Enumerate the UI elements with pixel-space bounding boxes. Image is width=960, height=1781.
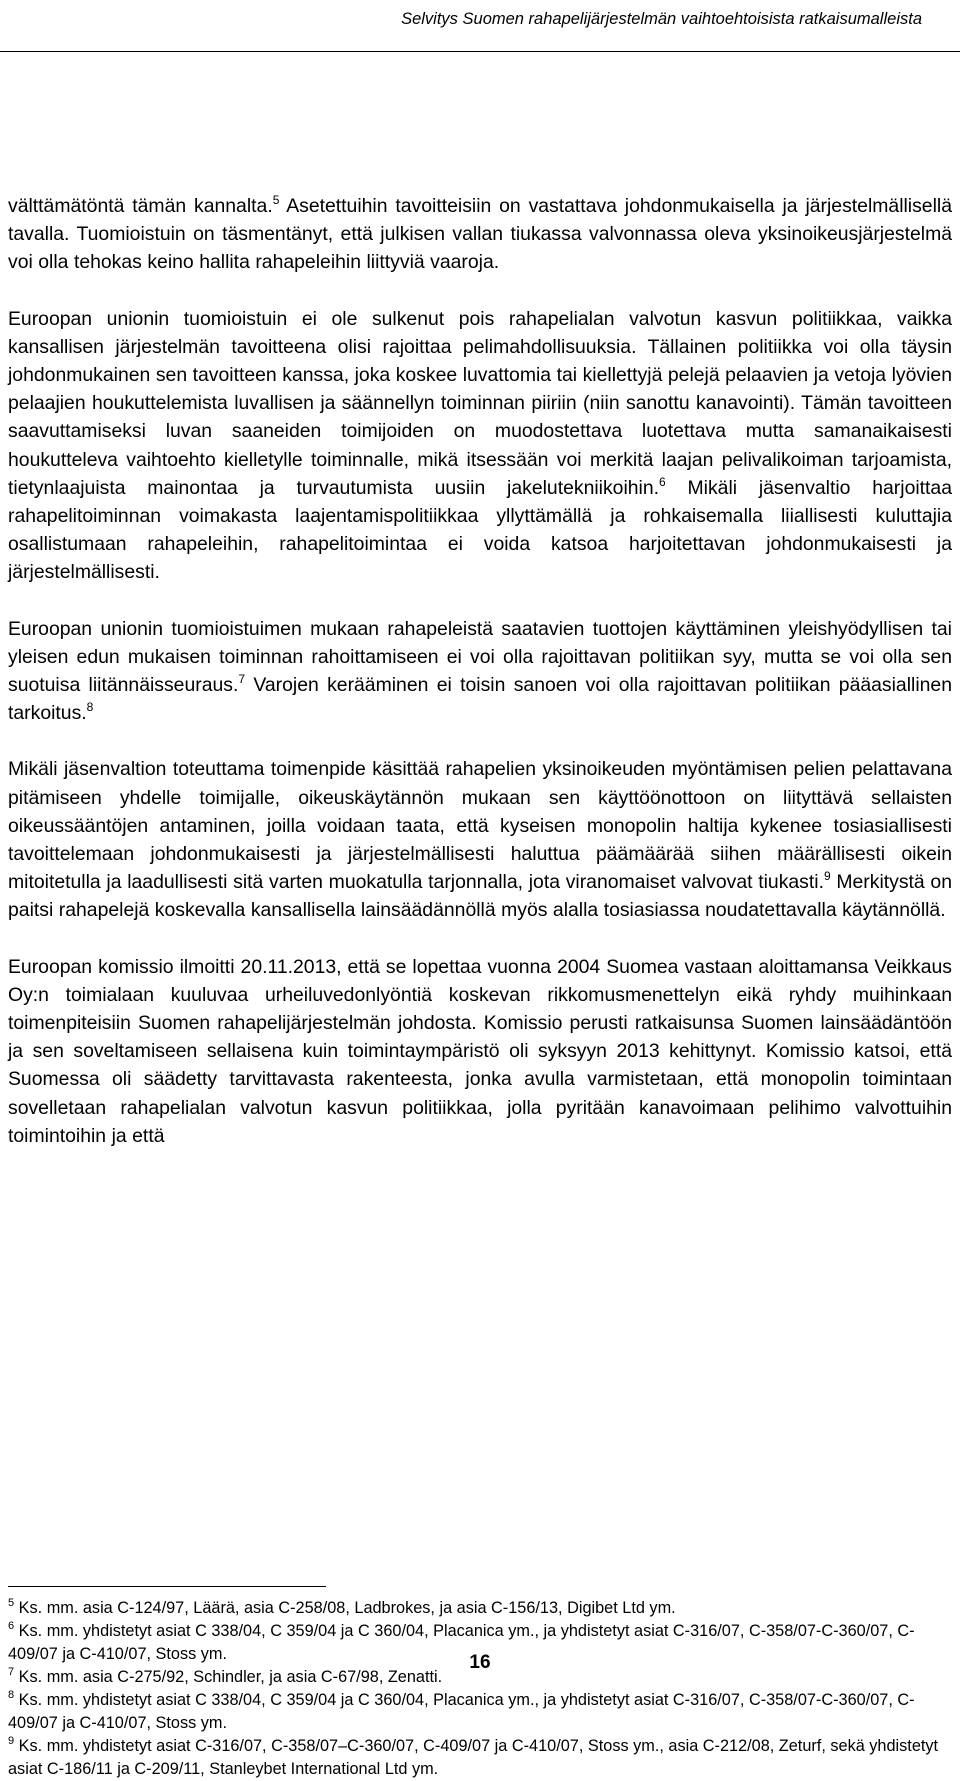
paragraph [8,953,952,1150]
footnote-number: 8 [8,1689,15,1701]
paragraph [8,192,952,277]
paragraph-text: Varojen kerääminen ei toisin sanoen voi olla rajoittavan politiikan pääasiallinen tarkoitus. [8,674,952,725]
paragraph-text: välttämätöntä tämän kannalta. [8,195,273,217]
paragraph-text: Mikäli jäsenvaltio harjoittaa rahapelitoiminnan voimakasta laajentamispolitiikkaa yllyttämällä ja rohkaisemalla liiallisesti kuluttajia osallistumaan rahapeleihin, rahapelitoimintaa ei voida katsoa harjoitettavan johdonmukaisesti ja järjestelmällisesti. [8,476,952,584]
footnote [8,1689,952,1735]
footnote-separator [8,1586,326,1587]
paragraph [8,305,952,587]
footnote-number: 9 [8,1735,15,1747]
paragraph-text: Asetettuihin tavoitteisiin on vastattava johdonmukaisella ja järjestelmällisellä tavalla. Tuomioistuin on täsmentänyt, että julkisen vallan tiukassa valvonnassa oleva yksinoikeusjärjestelmä voi olla tehokas keino hallita rahapeleihin liittyviä vaaroja. [8,195,952,274]
footnote-ref: 8 [86,700,94,715]
header-title: Selvitys Suomen rahapelijärjestelmän vaihtoehtoisista ratkaisumalleista [401,10,922,28]
paragraph-text: Merkitystä on paitsi rahapelejä koskevalla kansallisella lainsäädännöllä myös alalla tosiasiassa noudatettavalla käytännöllä. [8,871,952,922]
page-header [0,0,960,52]
page-number: 16 [469,1652,491,1673]
body-text [8,192,952,1178]
footnote-ref: 6 [659,474,666,489]
footnote-text: Ks. mm. yhdistetyt asiat C 338/04, C 359/04 ja C 360/04, Placanica ym., ja yhdistetyt asiat C-316/07, C-358/07-C-360/07, C-409/07 ja C-410/07, Stoss ym. [8,1622,915,1663]
footnote-ref: 5 [272,193,280,207]
paragraph [8,755,952,924]
paragraph-text: Euroopan unionin tuomioistuimen mukaan rahapeleistä saatavien tuottojen käyttäminen yleishyödyllisen tai yleisen edun mukaisen toiminnan rahoittamiseen ei voi olla rajoittavan politiikan syy, mutta se voi olla sen suotuisa liitännäisseuraus. [8,617,952,697]
footnote-text: Ks. mm. asia C-124/97, Läärä, asia C-258/08, Ladbrokes, ja asia C-156/13, Digibet Ltd ym. [14,1599,676,1617]
footnotes [8,1597,952,1781]
paragraph-text: Euroopan unionin tuomioistuin ei ole sulkenut pois rahapelialan valvotun kasvun politiikkaa, vaikka kansallisen järjestelmän tavoitteena olisi rajoittaa pelimahdollisuuksia. Tällainen politiikka voi olla täysin johdonmukainen sen tavoitteen kanssa, joka koskee luvattomia tai kiellettyjä pelejä pelaavien ja vetoja lyövien pelaajien houkuttelemista luvallisen ja säännellyn toiminnan piiriin (niin sanottu kanavointi). Tämän tavoitteen saavuttamiseksi luvan saaneiden toimijoiden on muodostettava luotettava mutta samanaikaisesti houkutteleva vaihtoehto kielletylle toiminnalle, mikä itsessään voi merkitä laajan pelivalikoiman tarjoamista, tietynlaajuista mainontaa ja turvautumista uusiin jakelutekniikoihin. [8,307,952,499]
footnote [8,1597,952,1620]
paragraph [8,615,952,728]
footnote-number: 5 [8,1597,15,1609]
footnote-text: Ks. mm. asia C-275/92, Schindler, ja asia C-67/98, Zenatti. [14,1668,443,1686]
footnote-ref: 7 [238,672,246,687]
footnote-number: 7 [8,1666,15,1678]
paragraph-text: Euroopan komissio ilmoitti 20.11.2013, että se lopettaa vuonna 2004 Suomea vastaan aloittamansa Veikkaus Oy:n toimialaan kuuluvaa urheiluvedonlyöntiä koskevan rikkomusmenettelyn eikä ryhdy muihinkaan toimenpiteisiin Suomen rahapelijärjestelmän johdosta. Komissio perusti ratkaisunsa Suomen lainsäädäntöön ja sen soveltamiseen sellaisena kuin toimintaympäristö oli syksyyn 2013 kehittynyt. Komissio katsoi, että Suomessa oli säädetty tarvittavasta rakenteesta, jonka avulla varmistetaan, että monopolin toimintaan sovelletaan rahapelialan valvotun kasvun politiikkaa, jolla pyritään kanavoimaan pelihimo valvottuihin toimintoihin ja että [8,955,952,1147]
footnote-text: Ks. mm. yhdistetyt asiat C 338/04, C 359/04 ja C 360/04, Placanica ym., ja yhdistetyt asiat C-316/07, C-358/07-C-360/07, C-409/07 ja C-410/07, Stoss ym. [8,1691,915,1732]
footnote-ref: 9 [823,869,831,884]
footnote-number: 6 [8,1620,15,1632]
footnote [8,1735,952,1781]
footnote-text: Ks. mm. yhdistetyt asiat C-316/07, C-358/07–C-360/07, C-409/07 ja C-410/07, Stoss ym., asia C-212/08, Zeturf, sekä yhdistetyt asiat C-186/11 ja C-209/11, Stanleybet International Ltd ym. [8,1737,939,1778]
paragraph-text: Mikäli jäsenvaltion toteuttama toimenpide käsittää rahapelien yksinoikeuden myöntämisen pelien pelattavana pitämiseen yhdelle toimijalle, oikeuskäytännön mukaan sen käyttöönottoon on liityttävä sellaisten oikeussääntöjen antaminen, joilla voidaan taata, että kyseisen monopolin haltija kykenee tosiasiallisesti tavoittelemaan johdonmukaisesti ja järjestelmällisesti haluttua päämäärää siihen määrällisesti oikein mitoitetulla ja laadullisesti sitä varten muokatulla tarjonnalla, jota viranomaiset valvovat tiukasti. [8,758,952,894]
